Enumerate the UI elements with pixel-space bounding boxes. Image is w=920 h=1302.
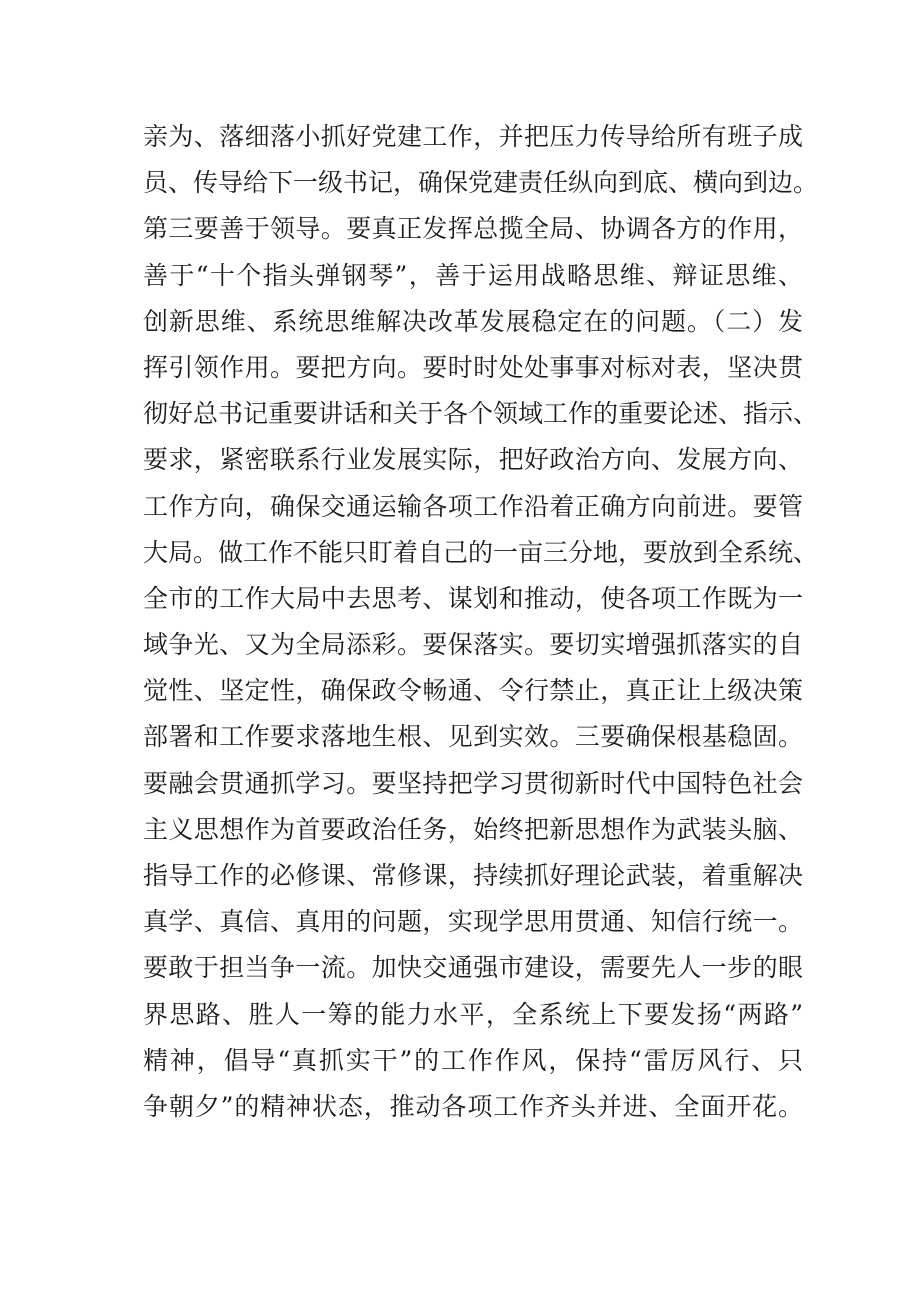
text-line: 指导工作的必修课、常修课，持续抓好理论武装，着重解决 xyxy=(143,861,803,890)
text-line: 真学、真信、真用的问题，实现学思用贯通、知信行统一。 xyxy=(143,907,803,937)
text-line: 彻好总书记重要讲话和关于各个领域工作的重要论述、指示、 xyxy=(143,399,819,429)
text-line: 争朝夕”的精神状态，推动各项工作齐头并进、全面开花。 xyxy=(143,1091,803,1121)
text-line: 员、传导给下一级书记，确保党建责任纵向到底、横向到边。 xyxy=(143,168,819,198)
text-line: 要求，紧密联系行业发展实际，把好政治方向、发展方向、 xyxy=(143,445,803,475)
text-line: 大局。做工作不能只盯着自己的一亩三分地，要放到全系统、 xyxy=(143,537,819,567)
text-line: 精神，倡导“真抓实干”的工作作风，保持“雷厉风行、只 xyxy=(143,1045,803,1075)
text-line: 要敢于担当争一流。加快交通强市建设，需要先人一步的眼 xyxy=(143,953,803,983)
text-line: 要融会贯通抓学习。要坚持把学习贯彻新时代中国特色社会 xyxy=(143,768,803,798)
text-line: 部署和工作要求落地生根、见到实效。三要确保根基稳固。 xyxy=(143,722,803,752)
text-line: 域争光、又为全局添彩。要保落实。要切实增强抓落实的自 xyxy=(143,630,803,660)
text-line: 主义思想作为首要政治任务，始终把新思想作为武装头脑、 xyxy=(143,814,803,844)
text-line: 觉性、坚定性，确保政令畅通、令行禁止，真正让上级决策 xyxy=(143,676,803,706)
text-line: 全市的工作大局中去思考、谋划和推动，使各项工作既为一 xyxy=(143,583,803,613)
body-text xyxy=(143,114,819,1130)
text-line: 界思路、胜人一筹的能力水平，全系统上下要发扬“两路” xyxy=(143,999,803,1029)
text-line: 挥引领作用。要把方向。要时时处处事事对标对表，坚决贯 xyxy=(143,352,803,382)
text-line: 工作方向，确保交通运输各项工作沿着正确方向前进。要管 xyxy=(143,491,803,521)
text-line: 善于“十个指头弹钢琴”，善于运用战略思维、辩证思维、 xyxy=(143,260,803,290)
text-line: 第三要善于领导。要真正发挥总揽全局、协调各方的作用， xyxy=(143,214,803,244)
text-line: 创新思维、系统思维解决改革发展稳定在的问题。（二）发 xyxy=(143,306,803,336)
text-line: 亲为、落细落小抓好党建工作，并把压力传导给所有班子成 xyxy=(143,122,803,151)
